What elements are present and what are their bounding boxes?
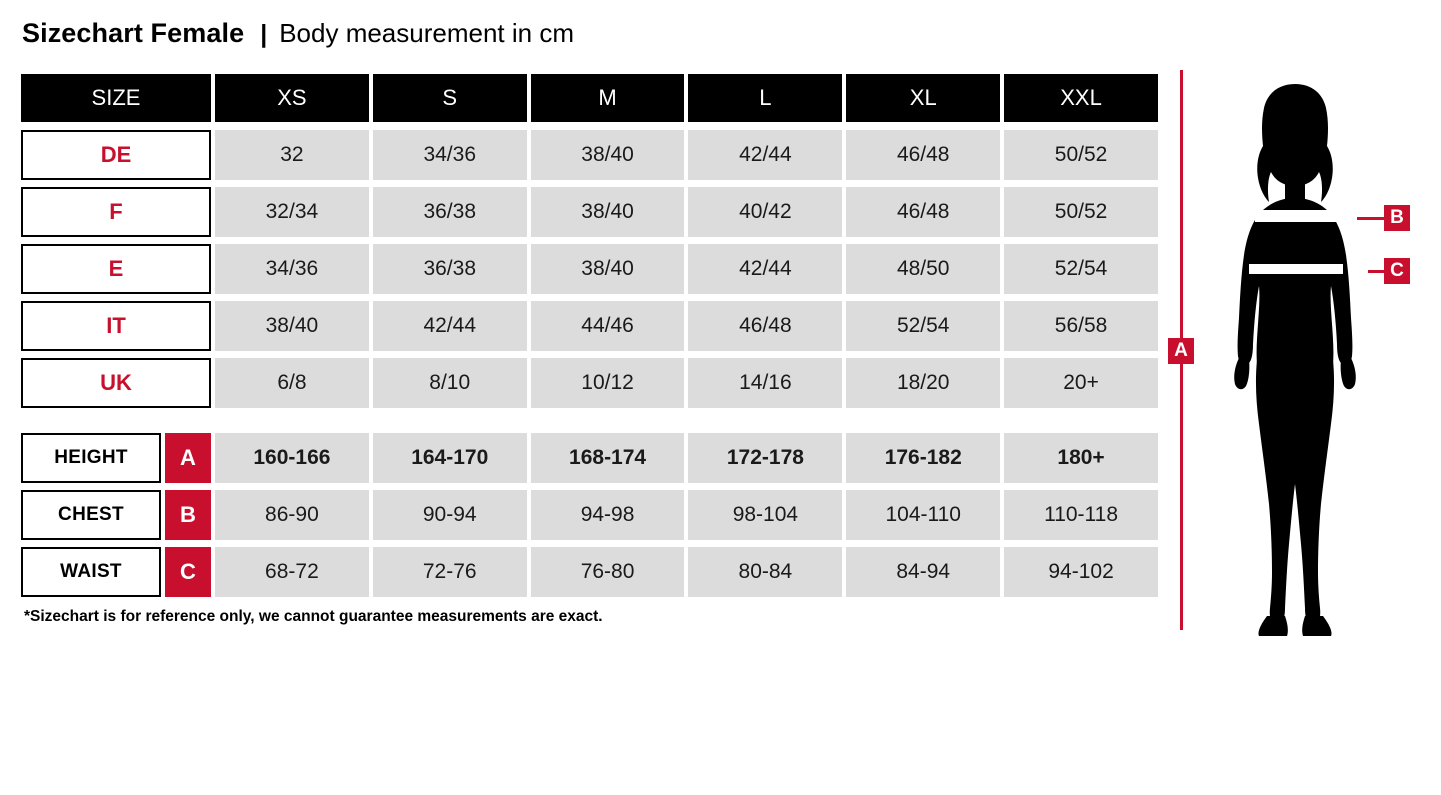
table-row [21, 244, 1158, 294]
cell-waist-s: 72-76 [373, 547, 527, 597]
cell-waist-xl: 84-94 [846, 547, 1000, 597]
cell-uk-m: 10/12 [531, 358, 685, 408]
chest-marker: B [1384, 205, 1410, 231]
cell-it-xs: 38/40 [215, 301, 369, 351]
row-label-height [21, 433, 211, 483]
row-label-e: E [21, 244, 211, 294]
cell-de-xs: 32 [215, 130, 369, 180]
cell-chest-xs: 86-90 [215, 490, 369, 540]
measurement-name-waist: WAIST [21, 547, 161, 597]
cell-it-s: 42/44 [373, 301, 527, 351]
cell-uk-xl: 18/20 [846, 358, 1000, 408]
cell-it-l: 46/48 [688, 301, 842, 351]
cell-height-m: 168-174 [531, 433, 685, 483]
cell-uk-l: 14/16 [688, 358, 842, 408]
cell-de-xl: 46/48 [846, 130, 1000, 180]
cell-e-xl: 48/50 [846, 244, 1000, 294]
cell-waist-l: 80-84 [688, 547, 842, 597]
cell-f-xl: 46/48 [846, 187, 1000, 237]
row-label-f: F [21, 187, 211, 237]
header-size-m: M [531, 74, 685, 122]
cell-f-xxl: 50/52 [1004, 187, 1158, 237]
cell-e-m: 38/40 [531, 244, 685, 294]
table-row [21, 301, 1158, 351]
row-label-chest [21, 490, 211, 540]
measurement-key-a: A [165, 433, 211, 483]
body-figure [1160, 70, 1435, 640]
cell-waist-xs: 68-72 [215, 547, 369, 597]
table-row [21, 358, 1158, 408]
header-size-xxl: XXL [1004, 74, 1158, 122]
cell-f-xs: 32/34 [215, 187, 369, 237]
header-size-s: S [373, 74, 527, 122]
cell-de-l: 42/44 [688, 130, 842, 180]
cell-f-s: 36/38 [373, 187, 527, 237]
footnote: *Sizechart is for reference only, we cannot guarantee measurements are exact. [24, 608, 603, 625]
cell-e-s: 36/38 [373, 244, 527, 294]
cell-height-xl: 176-182 [846, 433, 1000, 483]
header-size-xl: XL [846, 74, 1000, 122]
cell-height-xs: 160-166 [215, 433, 369, 483]
cell-e-l: 42/44 [688, 244, 842, 294]
cell-height-xxl: 180+ [1004, 433, 1158, 483]
cell-e-xs: 34/36 [215, 244, 369, 294]
table-row [21, 187, 1158, 237]
cell-f-l: 40/42 [688, 187, 842, 237]
cell-de-s: 34/36 [373, 130, 527, 180]
waist-marker: C [1384, 258, 1410, 284]
cell-it-m: 44/46 [531, 301, 685, 351]
cell-uk-xxl: 20+ [1004, 358, 1158, 408]
cell-it-xl: 52/54 [846, 301, 1000, 351]
cell-height-s: 164-170 [373, 433, 527, 483]
cell-chest-s: 90-94 [373, 490, 527, 540]
table-header-row [21, 74, 1158, 122]
header-label-size: SIZE [21, 74, 211, 122]
row-label-de: DE [21, 130, 211, 180]
header-size-l: L [688, 74, 842, 122]
sizechart-table [21, 74, 1158, 604]
cell-height-l: 172-178 [688, 433, 842, 483]
table-row [21, 433, 1158, 483]
header-size-xs: XS [215, 74, 369, 122]
table-row [21, 547, 1158, 597]
measurement-name-height: HEIGHT [21, 433, 161, 483]
title-separator: | [260, 20, 268, 48]
table-group-divider [21, 415, 1158, 433]
row-label-uk: UK [21, 358, 211, 408]
page-title [22, 18, 574, 49]
cell-de-xxl: 50/52 [1004, 130, 1158, 180]
cell-chest-xxl: 110-118 [1004, 490, 1158, 540]
measurement-key-c: C [165, 547, 211, 597]
cell-e-xxl: 52/54 [1004, 244, 1158, 294]
measurement-name-chest: CHEST [21, 490, 161, 540]
title-subtitle: Body measurement in cm [279, 18, 574, 48]
cell-it-xxl: 56/58 [1004, 301, 1158, 351]
row-label-it: IT [21, 301, 211, 351]
cell-f-m: 38/40 [531, 187, 685, 237]
cell-waist-m: 76-80 [531, 547, 685, 597]
cell-uk-xs: 6/8 [215, 358, 369, 408]
title-main: Sizechart Female [22, 18, 245, 48]
height-marker: A [1168, 338, 1194, 364]
cell-waist-xxl: 94-102 [1004, 547, 1158, 597]
table-row [21, 490, 1158, 540]
female-silhouette-icon [1215, 80, 1375, 640]
row-label-waist [21, 547, 211, 597]
measurement-key-b: B [165, 490, 211, 540]
cell-chest-m: 94-98 [531, 490, 685, 540]
cell-uk-s: 8/10 [373, 358, 527, 408]
cell-chest-xl: 104-110 [846, 490, 1000, 540]
cell-de-m: 38/40 [531, 130, 685, 180]
cell-chest-l: 98-104 [688, 490, 842, 540]
table-row [21, 130, 1158, 180]
